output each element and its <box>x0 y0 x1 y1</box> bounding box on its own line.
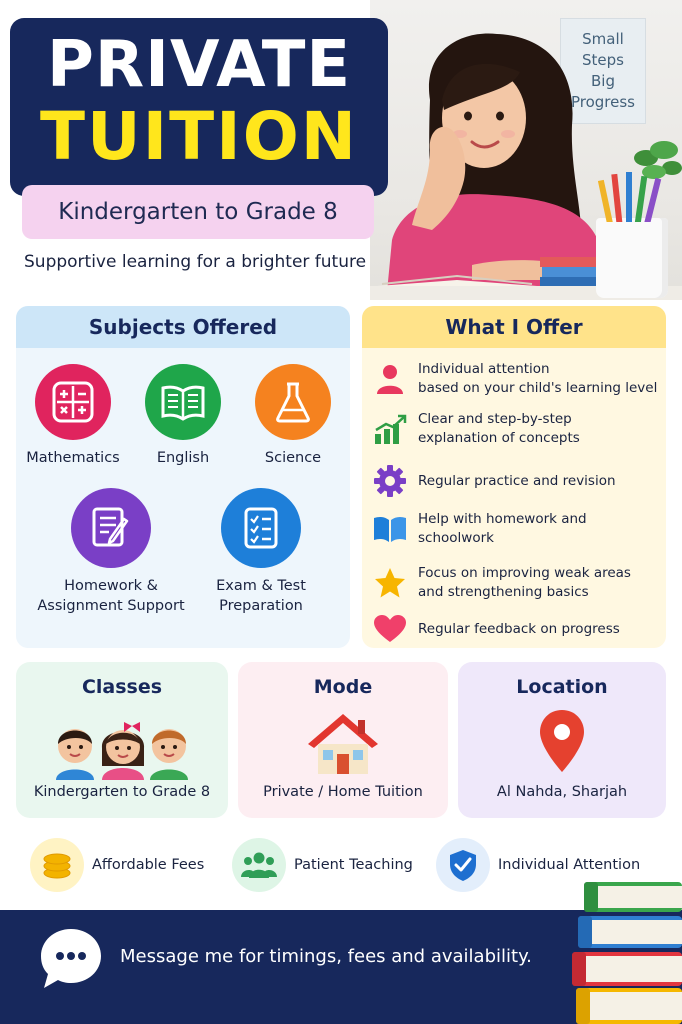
flask-icon <box>255 364 331 440</box>
subject-label-line: Assignment Support <box>37 598 185 614</box>
card-title: Classes <box>81 676 163 698</box>
offer-line: Regular practice and revision <box>418 472 616 489</box>
classes-card <box>16 662 228 818</box>
offer-heading: What I Offer <box>362 306 666 348</box>
pencil-cup <box>596 218 668 298</box>
group-icon <box>232 838 286 892</box>
children-icon <box>16 714 228 780</box>
subject-label-line: Preparation <box>219 598 303 614</box>
location-card <box>458 662 666 818</box>
sign-line: Progress <box>570 93 635 111</box>
offer-line: based on your child's learning level <box>418 380 658 396</box>
feature-patient-teaching <box>232 838 413 892</box>
footer-message: Message me for timings, fees and availability. <box>120 946 532 967</box>
pencils-illustration <box>598 170 668 222</box>
offer-item <box>362 410 666 448</box>
offer-line: explanation of concepts <box>418 430 580 446</box>
subject-label: Mathematics <box>26 450 120 466</box>
sign-line: Steps <box>582 51 624 69</box>
offer-line: Regular feedback on progress <box>418 620 620 637</box>
heart-icon <box>362 614 418 644</box>
offer-item <box>362 510 666 548</box>
offer-item <box>362 614 666 644</box>
card-value: Kindergarten to Grade 8 <box>33 784 211 800</box>
offer-line: Focus on improving weak areas <box>418 565 631 581</box>
offer-line: schoolwork <box>418 530 494 546</box>
grade-range-pill: Kindergarten to Grade 8 <box>22 185 374 239</box>
title-tuition: TUITION <box>39 98 359 175</box>
sign-line: Big <box>591 72 615 90</box>
offer-item <box>362 564 666 602</box>
checklist-icon <box>221 488 301 568</box>
map-pin-icon <box>458 708 666 774</box>
feature-label: Affordable Fees <box>92 857 205 873</box>
subject-label <box>216 576 306 616</box>
card-value: Private / Home Tuition <box>263 784 423 800</box>
open-book-icon <box>145 364 221 440</box>
subject-label: Science <box>264 450 322 466</box>
tagline: Supportive learning for a brighter future <box>24 252 367 272</box>
offer-item <box>362 360 666 398</box>
book-icon <box>362 514 418 544</box>
subject-english <box>144 364 222 468</box>
subject-homework <box>28 488 194 616</box>
offer-line: and strengthening basics <box>418 584 589 600</box>
feature-label: Patient Teaching <box>294 857 413 873</box>
title-private: PRIVATE <box>46 28 352 102</box>
offer-line: Individual attention <box>418 361 550 377</box>
house-icon <box>238 710 448 776</box>
subjects-heading: Subjects Offered <box>16 306 350 348</box>
card-title: Mode <box>313 676 373 698</box>
subject-label-line: Homework & <box>64 578 158 594</box>
gear-icon <box>362 464 418 498</box>
subjects-panel <box>16 306 350 648</box>
subject-science <box>254 364 332 468</box>
books-stack-illustration <box>540 255 600 289</box>
chat-bubble-icon <box>38 926 104 992</box>
growth-chart-icon <box>362 414 418 444</box>
subject-label <box>37 576 184 616</box>
star-icon <box>362 566 418 600</box>
feature-affordable-fees <box>30 838 204 892</box>
document-pen-icon <box>71 488 151 568</box>
subject-mathematics <box>26 364 120 468</box>
offer-item <box>362 464 666 498</box>
card-value: Al Nahda, Sharjah <box>496 784 628 800</box>
subject-label-line: Exam & Test <box>216 578 306 594</box>
calculator-icon <box>35 364 111 440</box>
offer-line: Clear and step-by-step <box>418 411 572 427</box>
subject-label: English <box>156 450 210 466</box>
shield-check-icon <box>436 838 490 892</box>
sign-line: Small <box>582 30 624 48</box>
mode-card <box>238 662 448 818</box>
offer-line: Help with homework and <box>418 511 587 527</box>
card-title: Location <box>516 676 608 698</box>
books-pile-illustration <box>570 878 682 1024</box>
coins-icon <box>30 838 84 892</box>
offer-panel <box>362 306 666 648</box>
person-icon <box>362 363 418 395</box>
feature-label: Individual Attention <box>498 857 641 873</box>
subject-exam-prep <box>202 488 320 616</box>
